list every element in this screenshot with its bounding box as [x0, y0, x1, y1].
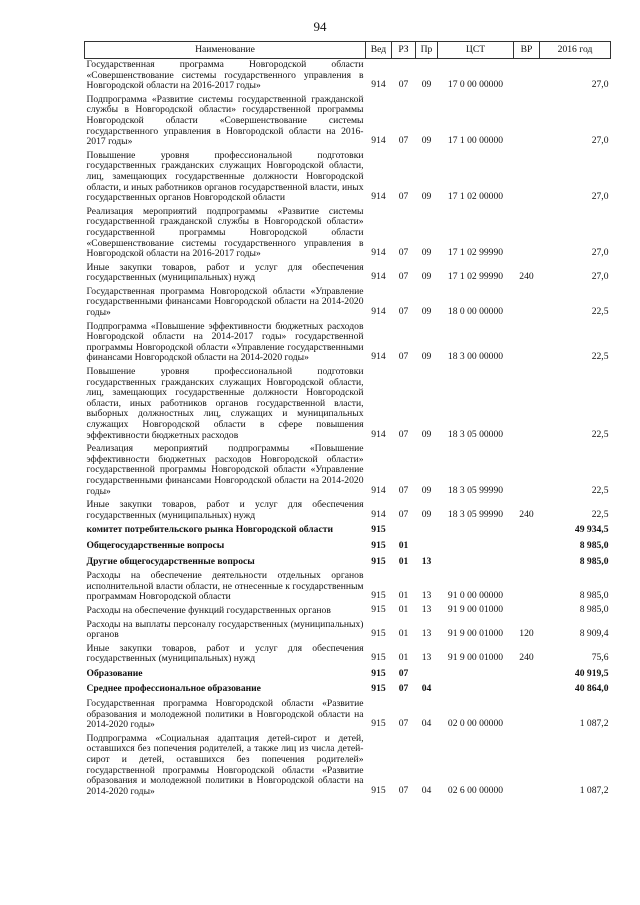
table-row: [85, 555, 611, 571]
row-cst: 02 6 00 00000: [447, 784, 504, 796]
row-pr: 13: [421, 652, 432, 664]
table-row: [85, 698, 611, 733]
row-pr: 09: [421, 271, 432, 283]
row-rz: 07: [398, 484, 409, 496]
row-name: Повышение уровня профессиональной подготовки государственных гражданских служащих Новгородской области, лиц, замещающих государственные должности Новгородской области, иных работников органов государственной власти, выборных должностных лиц, служащих и муниципальных служащих Новгородской области в сфере повышения эффективности бюджетных расходов: [86, 366, 364, 441]
table-row: [85, 733, 611, 800]
row-amount: 22,5: [591, 306, 609, 318]
row-vr: [514, 605, 540, 619]
row-cst: [438, 555, 514, 571]
header-year: 2016 год: [540, 42, 611, 59]
row-name: Государственная программа Новгородской области «Развитие образования и молодежной политики в Новгородской области на 2014-2020 годы»: [86, 698, 364, 731]
table-row: [85, 619, 611, 643]
row-ved: 915: [371, 590, 386, 602]
table-row: [85, 499, 611, 523]
row-vr: 240: [519, 508, 534, 520]
row-name: Среднее профессиональное образование: [86, 683, 261, 695]
row-amount: 27,0: [591, 135, 609, 147]
header-ved: Вед: [366, 42, 392, 59]
row-amount: 8 909,4: [579, 628, 609, 640]
row-cst: 91 9 00 01000: [447, 603, 504, 615]
row-pr: 09: [421, 247, 432, 259]
row-amount: 40 864,0: [574, 683, 609, 695]
row-vr: 240: [519, 652, 534, 664]
row-pr: 13: [421, 555, 432, 567]
row-pr: 09: [421, 351, 432, 363]
row-name: Другие общегосударственные вопросы: [86, 555, 255, 567]
row-vr: [514, 667, 540, 683]
row-name: Иные закупки товаров, работ и услуг для обеспечения государственных (муниципальных) нужд: [86, 499, 364, 521]
row-name: комитет потребительского рынка Новгородской области: [86, 524, 333, 536]
table-row: [85, 206, 611, 262]
header-cst: ЦСТ: [438, 42, 514, 59]
row-amount: 27,0: [591, 191, 609, 203]
row-pr: 09: [421, 428, 432, 440]
row-name: Расходы на обеспечение функций государственных органов: [86, 604, 331, 616]
row-cst: 91 9 00 01000: [447, 652, 504, 664]
row-name: Общегосударственные вопросы: [86, 539, 225, 551]
table-row: [85, 682, 611, 698]
row-amount: 8 985,0: [579, 555, 609, 567]
row-cst: [438, 667, 514, 683]
row-rz: 01: [398, 555, 409, 567]
row-name: Государственная программа Новгородской области «Управление государственными финансами Новгородской области на 2014-2020 годы»: [86, 285, 364, 319]
row-cst: 18 0 00 00000: [447, 306, 504, 318]
row-amount: 22,5: [591, 351, 609, 363]
row-vr: [514, 523, 540, 539]
row-rz: 01: [398, 539, 409, 551]
row-rz: 07: [398, 351, 409, 363]
row-pr: 13: [421, 628, 432, 640]
row-name: Подпрограмма «Развитие системы государственной гражданской службы в Новгородской области» государственной программы Новгородской области «Совершенствование системы государственного управления в Новгородской области на 2016-2017 годы»: [86, 93, 364, 148]
row-name: Реализация мероприятий подпрограммы «Повышение эффективности бюджетных расходов Новгородской области» государственной программы Новгородской области «Управление государственными финансами Новгородской области на 2014-2020 годы»: [86, 443, 364, 497]
header-rz: РЗ: [392, 42, 416, 59]
row-cst: 02 0 00 00000: [447, 718, 504, 730]
row-pr: 09: [421, 306, 432, 318]
row-rz: 07: [398, 191, 409, 203]
row-rz: 07: [398, 247, 409, 259]
row-pr: 13: [421, 590, 432, 602]
row-pr: 09: [421, 508, 432, 520]
row-amount: 75,6: [591, 652, 609, 664]
row-pr: 04: [421, 718, 432, 730]
row-vr: [514, 682, 540, 698]
table-row: [85, 523, 611, 539]
row-cst: 18 3 05 99990: [447, 484, 504, 496]
header-name: Наименование: [85, 42, 366, 59]
row-rz: 07: [398, 667, 409, 679]
row-rz: 07: [398, 683, 409, 695]
row-pr: 13: [421, 603, 432, 615]
row-amount: 22,5: [591, 484, 609, 496]
row-name: Государственная программа Новгородской области «Совершенствование системы государственного управления в Новгородской области на 2016-2017 годы»: [86, 59, 364, 92]
row-cst: 17 0 00 00000: [447, 79, 504, 91]
row-vr: [514, 286, 540, 321]
row-ved: 915: [371, 539, 386, 551]
row-vr: [514, 733, 540, 800]
row-ved: 914: [371, 191, 386, 203]
row-amount: 27,0: [591, 247, 609, 259]
row-amount: 8 985,0: [579, 539, 609, 551]
row-pr: 04: [421, 683, 432, 695]
row-pr: 09: [421, 79, 432, 91]
row-ved: 915: [371, 524, 386, 536]
row-cst: [438, 682, 514, 698]
table-body: [85, 59, 611, 800]
row-ved: 915: [371, 603, 386, 615]
row-ved: 914: [371, 351, 386, 363]
row-vr: [514, 366, 540, 443]
row-rz: 07: [398, 135, 409, 147]
row-ved: 915: [371, 667, 386, 679]
row-amount: 22,5: [591, 428, 609, 440]
row-vr: [514, 443, 540, 499]
row-cst: 17 1 02 99990: [447, 271, 504, 283]
row-vr: [514, 150, 540, 206]
row-pr: [416, 523, 438, 539]
row-cst: 18 3 05 00000: [447, 428, 504, 440]
row-ved: 914: [371, 271, 386, 283]
row-ved: 915: [371, 683, 386, 695]
row-vr: [514, 59, 540, 94]
table-row: [85, 667, 611, 683]
row-cst: 91 9 00 01000: [447, 628, 504, 640]
row-amount: 40 919,5: [574, 667, 609, 679]
row-name: Образование: [86, 667, 143, 679]
row-cst: 17 1 02 99990: [447, 247, 504, 259]
table-row: [85, 570, 611, 605]
row-rz: 07: [398, 271, 409, 283]
budget-table: [84, 41, 611, 799]
table-row: [85, 605, 611, 619]
table-row: [85, 262, 611, 286]
row-rz: 01: [398, 652, 409, 664]
row-vr: 120: [519, 628, 534, 640]
row-rz: 01: [398, 590, 409, 602]
row-amount: 49 934,5: [574, 524, 609, 536]
page-number: 94: [313, 19, 327, 34]
table-row: [85, 321, 611, 366]
row-name: Расходы на обеспечение деятельности отдельных органов исполнительной власти области, не отнесенные к государственным программам Новгородской области: [86, 570, 364, 603]
row-ved: 915: [371, 555, 386, 567]
row-cst: 17 1 00 00000: [447, 135, 504, 147]
row-amount: 1 087,2: [579, 718, 609, 730]
row-pr: 09: [421, 191, 432, 203]
row-vr: [514, 698, 540, 733]
row-rz: 07: [398, 79, 409, 91]
row-vr: [514, 94, 540, 150]
header-vr: ВР: [514, 42, 540, 59]
row-ved: 914: [371, 484, 386, 496]
row-ved: 914: [371, 135, 386, 147]
row-rz: 07: [398, 718, 409, 730]
table-row: [85, 59, 611, 94]
row-pr: [416, 539, 438, 555]
row-cst: 91 0 00 00000: [447, 590, 504, 602]
row-ved: 915: [371, 652, 386, 664]
row-vr: [514, 570, 540, 605]
row-rz: 01: [398, 628, 409, 640]
row-name: Расходы на выплаты персоналу государственных (муниципальных) органов: [86, 618, 364, 641]
header-pr: Пр: [416, 42, 438, 59]
row-ved: 915: [371, 628, 386, 640]
row-rz: 07: [398, 784, 409, 796]
table-row: [85, 286, 611, 321]
row-rz: 01: [398, 603, 409, 615]
row-vr: [514, 206, 540, 262]
row-pr: 09: [421, 484, 432, 496]
row-cst: [438, 523, 514, 539]
row-ved: 914: [371, 428, 386, 440]
table-row: [85, 94, 611, 150]
row-ved: 914: [371, 306, 386, 318]
row-amount: 8 985,0: [579, 603, 609, 615]
row-ved: 915: [371, 784, 386, 796]
row-amount: 27,0: [591, 271, 609, 283]
table-row: [85, 366, 611, 443]
row-name: Подпрограмма «Социальная адаптация детей-сирот и детей, оставшихся без попечения родителей, а также лиц из числа детей-сирот и детей, оставшихся без попечения родителей» государственной программы Новгородской области «Развитие образования и молодежной политики в Новгородской области на 2014-2020 годы»: [86, 732, 364, 797]
table-row: [85, 539, 611, 555]
row-pr: 04: [421, 784, 432, 796]
row-name: Иные закупки товаров, работ и услуг для обеспечения государственных (муниципальных) нужд: [86, 642, 364, 665]
row-ved: 914: [371, 247, 386, 259]
row-rz: 07: [398, 428, 409, 440]
row-ved: 915: [371, 718, 386, 730]
row-rz: 07: [398, 508, 409, 520]
row-pr: 09: [421, 135, 432, 147]
row-cst: 18 3 05 99990: [447, 508, 504, 520]
row-rz: [392, 523, 416, 539]
row-vr: [514, 539, 540, 555]
row-ved: 914: [371, 79, 386, 91]
table-row: [85, 643, 611, 667]
row-vr: [514, 555, 540, 571]
row-name: Повышение уровня профессиональной подготовки государственных гражданских служащих Новгородской области, лиц, замещающих государственные должности Новгородской области, и иных работников органов государственной власти, иных государственных органов Новгородской области: [86, 149, 364, 204]
table-header-row: [85, 42, 611, 59]
row-pr: [416, 667, 438, 683]
table-row: [85, 443, 611, 499]
row-ved: 914: [371, 508, 386, 520]
row-cst: 17 1 02 00000: [447, 191, 504, 203]
row-name: Подпрограмма «Повышение эффективности бюджетных расходов Новгородской области на 2014-2017 годы» государственной программы Новгородской области «Управление государственными финансами Новгородской области на 2014-2020 годы»: [86, 320, 364, 364]
row-name: Реализация мероприятий подпрограммы «Развитие системы государственной гражданской службы в Новгородской области» государственной программы Новгородской области «Совершенствование системы государственного управления в Новгородской области на 2016-2017 годы»: [86, 205, 364, 260]
row-rz: 07: [398, 306, 409, 318]
row-name: Иные закупки товаров, работ и услуг для обеспечения государственных (муниципальных) нужд: [86, 261, 364, 284]
row-amount: 22,5: [591, 508, 609, 520]
row-vr: [514, 321, 540, 366]
table-row: [85, 150, 611, 206]
row-amount: 8 985,0: [579, 590, 609, 602]
row-cst: [438, 539, 514, 555]
row-vr: 240: [519, 271, 534, 283]
row-amount: 27,0: [591, 79, 609, 91]
row-cst: 18 3 00 00000: [447, 351, 504, 363]
row-amount: 1 087,2: [579, 784, 609, 796]
